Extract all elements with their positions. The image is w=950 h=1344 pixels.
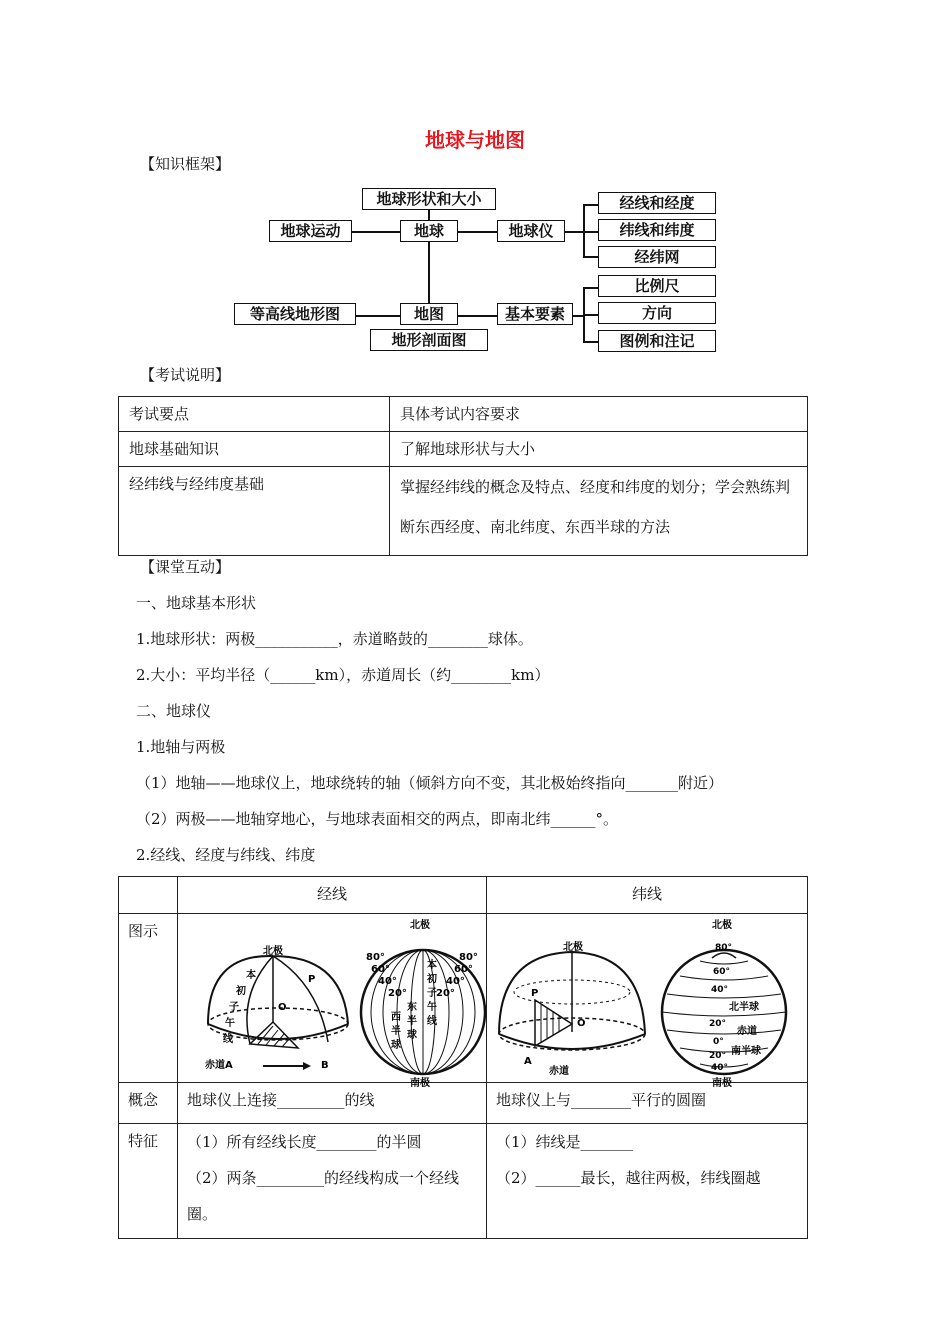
lon-tick: 60° [371,964,390,975]
table-cell: 地球基础知识 [119,432,390,467]
west-hemi-char: 半 [391,1026,401,1037]
o-label: O [278,1002,287,1013]
meridian-mid-char: 线 [427,1016,437,1027]
prime-meridian-char: 线 [223,1034,233,1045]
section-framework: 【知识框架】 [140,155,231,173]
node-contour: 等高线地形图 [234,303,356,325]
meridian-mid-char: 本 [427,960,437,971]
south-pole-label: 南极 [712,1078,732,1089]
table-cell [178,1124,487,1239]
lat-tick: 20° [709,1019,727,1029]
compare-table [118,876,808,1239]
node-motion: 地球运动 [269,220,352,242]
node-lat-lines: 纬线和纬度 [598,219,716,241]
p-label: P [531,988,539,999]
node-scale: 比例尺 [598,275,716,297]
lon-tick: 20° [436,988,455,999]
north-pole-label: 北极 [563,942,583,953]
table-cell: 概念 [119,1083,178,1124]
lon-tick: 20° [388,988,407,999]
node-grid: 经纬网 [598,246,716,268]
table-cell [119,877,178,914]
text-line: 1.地球形状：两极___________，赤道略鼓的________球体。 [136,630,533,648]
p-label: P [308,974,316,985]
east-hemi-char: 球 [407,1030,417,1041]
parallel-figure [487,914,805,1089]
east-hemi-char: 东 [407,1002,417,1013]
b-label: B [321,1060,329,1071]
hatch [258,1026,290,1047]
lat-tick: 20° [709,1051,727,1061]
east-hemi-char: 半 [407,1016,417,1027]
table-row [119,1124,808,1239]
table-cell [487,1124,808,1239]
lon-tick: 80° [366,952,385,963]
o-label: O [577,1018,586,1029]
connector [583,231,598,233]
page-title: 地球与地图 [425,128,525,152]
connector [457,231,497,233]
connector [457,315,497,317]
table-row [119,1083,808,1124]
node-globe: 地球仪 [497,220,565,242]
south-hemi-label: 南半球 [731,1046,761,1057]
node-legend: 图例和注记 [598,330,716,352]
meridian-figure [178,914,486,1089]
table-row [119,397,808,432]
arrow-head [303,1062,311,1070]
hemisphere-outline [208,956,348,1024]
connector [583,204,598,206]
node-elements: 基本要素 [497,303,573,325]
south-pole-label: 南极 [410,1078,430,1089]
west-hemi-char: 球 [391,1040,401,1051]
connector [354,315,400,317]
north-hemi-label: 北半球 [729,1002,759,1013]
connector [350,231,400,233]
north-pole-label: 北极 [263,946,283,957]
table-header-cell: 具体考试内容要求 [390,397,808,432]
meridian-mid-char: 午 [427,1002,437,1013]
north-pole-label: 北极 [712,920,732,931]
node-direction: 方向 [598,302,716,324]
figure-lon-cell [178,914,487,1089]
meridian-mid-char: 初 [427,974,437,985]
table-header-cell: 纬线 [487,877,808,914]
table-cell: 经纬线与经纬度基础 [119,467,390,556]
lon-feature-2: （2）两条_________的经线构成一个经线圈。 [187,1169,460,1223]
rotation-arrow [712,953,736,958]
lon-feature-1: （1）所有经线长度________的半圆 [187,1133,422,1151]
text-line: 1.地轴与两极 [136,738,226,756]
north-pole-label: 北极 [410,920,430,931]
heading-globe: 二、地球仪 [136,702,212,720]
connector [583,341,598,343]
a-equator-label: 赤道A [205,1060,233,1071]
text-line: 2.大小：平均半径（______km），赤道周长（约________km） [136,666,550,684]
meridian-line [273,956,328,1042]
table-header-cell: 考试要点 [119,397,390,432]
lat-feature-2: （2）______最长，越往两极，纬线圈越 [496,1169,761,1187]
prime-meridian-char: 本 [246,970,256,981]
text-line: （1）地轴——地球仪上，地球绕转的轴（倾斜方向不变，其北极始终指向_______附近） [136,774,724,792]
table-row [119,432,808,467]
node-map: 地图 [400,303,458,325]
lon-tick: 80° [459,952,478,963]
prime-meridian-char: 午 [225,1018,235,1029]
section-exam: 【考试说明】 [140,366,231,384]
node-earth: 地球 [400,220,458,242]
lon-tick: 60° [454,964,473,975]
west-hemi-char: 西 [391,1012,401,1023]
table-row [119,467,808,556]
figure-lat-cell [487,914,808,1089]
lon-tick: 40° [378,976,397,987]
meridian-mid-char: 子 [427,988,437,999]
lon-tick: 40° [446,976,465,987]
connector-bracket [583,204,585,256]
lat-tick: 40° [711,985,729,995]
node-profile: 地形剖面图 [370,329,488,351]
connector [583,256,598,258]
heading-basic-shape: 一、地球基本形状 [136,594,257,612]
prime-meridian-char: 子 [229,1002,239,1013]
table-cell: 掌握经纬线的概念及特点、经度和纬度的划分；学会熟练判断东西经度、南北纬度、东西半球的方法 [390,467,808,556]
text-line: （2）两极——地轴穿地心，与地球表面相交的两点，即南北纬______°。 [136,810,619,828]
table-cell: 特征 [119,1124,178,1239]
table-row [119,877,808,914]
connector [583,314,598,316]
equator-label: 赤道 [737,1026,757,1037]
lat-tick: 0° [713,1037,724,1047]
node-lon-lines: 经线和经度 [598,192,716,214]
lat-feature-1: （1）纬线是_______ [496,1133,634,1151]
equator-label: 赤道 [549,1066,569,1077]
a-label: A [524,1056,532,1067]
equator-front [499,1034,645,1049]
lat-tick: 60° [713,967,731,977]
connector [563,231,583,233]
section-classroom: 【课堂互动】 [140,558,231,576]
table-cell: 了解地球形状与大小 [390,432,808,467]
connector [583,287,598,289]
table-cell: 地球仪上连接_________的线 [178,1083,487,1124]
text-line: 2.经线、经度与纬线、纬度 [136,846,316,864]
node-shape-size: 地球形状和大小 [362,188,496,210]
exam-table [118,396,808,556]
table-cell: 图示 [119,914,178,1083]
lat-tick: 40° [711,1063,729,1073]
table-row [119,914,808,1083]
prime-meridian-char: 初 [236,986,246,997]
table-header-cell: 经线 [178,877,487,914]
table-cell: 地球仪上与________平行的圆圈 [487,1083,808,1124]
lat-tick: 80° [715,943,733,953]
